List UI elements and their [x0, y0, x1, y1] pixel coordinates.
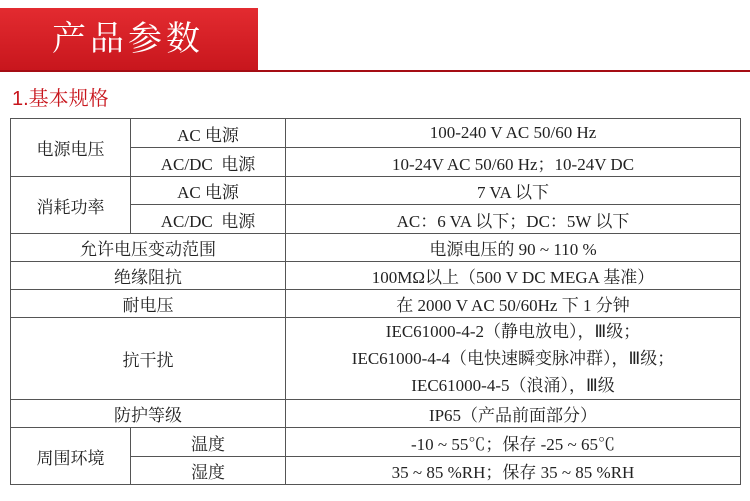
- spec-label-insulation: 绝缘阻抗: [11, 262, 286, 290]
- table-row: [11, 262, 741, 290]
- spec-value-insulation: 100MΩ以上（500 V DC MEGA 基准）: [286, 262, 741, 290]
- spec-value-protection: IP65（产品前面部分）: [286, 400, 741, 428]
- noise-immunity-line: IEC61000-4-5（浪涌），Ⅲ级: [411, 376, 615, 395]
- table-row: [11, 119, 741, 148]
- spec-label-power-consumption: 消耗功率: [11, 177, 131, 234]
- section-title: 1.基本规格: [12, 88, 109, 110]
- spec-label-withstand-voltage: 耐电压: [11, 290, 286, 318]
- spec-value-consumption-acdc: AC：6 VA 以下；DC：5W 以下: [286, 205, 741, 234]
- spec-value-noise-immunity: [286, 318, 741, 400]
- spec-value-temperature: -10 ~ 55℃；保存 -25 ~ 65℃: [286, 428, 741, 457]
- spec-sublabel-acdc: AC/DC 电源: [131, 205, 286, 234]
- spec-table: [10, 118, 741, 485]
- spec-value-voltage-range: 电源电压的 90 ~ 110 %: [286, 234, 741, 262]
- spec-value-withstand-voltage: 在 2000 V AC 50/60Hz 下 1 分钟: [286, 290, 741, 318]
- noise-immunity-line: IEC61000-4-2（静电放电），Ⅲ级；: [385, 322, 641, 341]
- header-title-box: [0, 8, 258, 70]
- table-row: [11, 318, 741, 400]
- spec-label-environment: 周围环境: [11, 428, 131, 485]
- spec-value-humidity: 35 ~ 85 %RH；保存 35 ~ 85 %RH: [286, 457, 741, 485]
- spec-sublabel-acdc: AC/DC 电源: [131, 148, 286, 177]
- spec-label-power-voltage: 电源电压: [11, 119, 131, 177]
- header-divider: [0, 70, 750, 72]
- spec-sublabel-ac: AC 电源: [131, 177, 286, 205]
- page-title: 产品参数: [52, 20, 204, 58]
- spec-sublabel-temperature: 温度: [131, 428, 286, 457]
- table-row: [11, 428, 741, 457]
- table-row: [11, 290, 741, 318]
- table-row: [11, 234, 741, 262]
- spec-sublabel-ac: AC 电源: [131, 119, 286, 148]
- spec-sublabel-humidity: 湿度: [131, 457, 286, 485]
- spec-value-power-voltage-acdc: 10-24V AC 50/60 Hz；10-24V DC: [286, 148, 741, 177]
- spec-value-power-voltage-ac: 100-240 V AC 50/60 Hz: [286, 119, 741, 148]
- spec-value-consumption-ac: 7 VA 以下: [286, 177, 741, 205]
- table-row: [11, 177, 741, 205]
- table-row: [11, 400, 741, 428]
- spec-label-noise-immunity: 抗干扰: [11, 318, 286, 400]
- spec-label-protection: 防护等级: [11, 400, 286, 428]
- spec-label-voltage-range: 允许电压变动范围: [11, 234, 286, 262]
- noise-immunity-line: IEC61000-4-4（电快速瞬变脉冲群），Ⅲ级；: [351, 349, 675, 368]
